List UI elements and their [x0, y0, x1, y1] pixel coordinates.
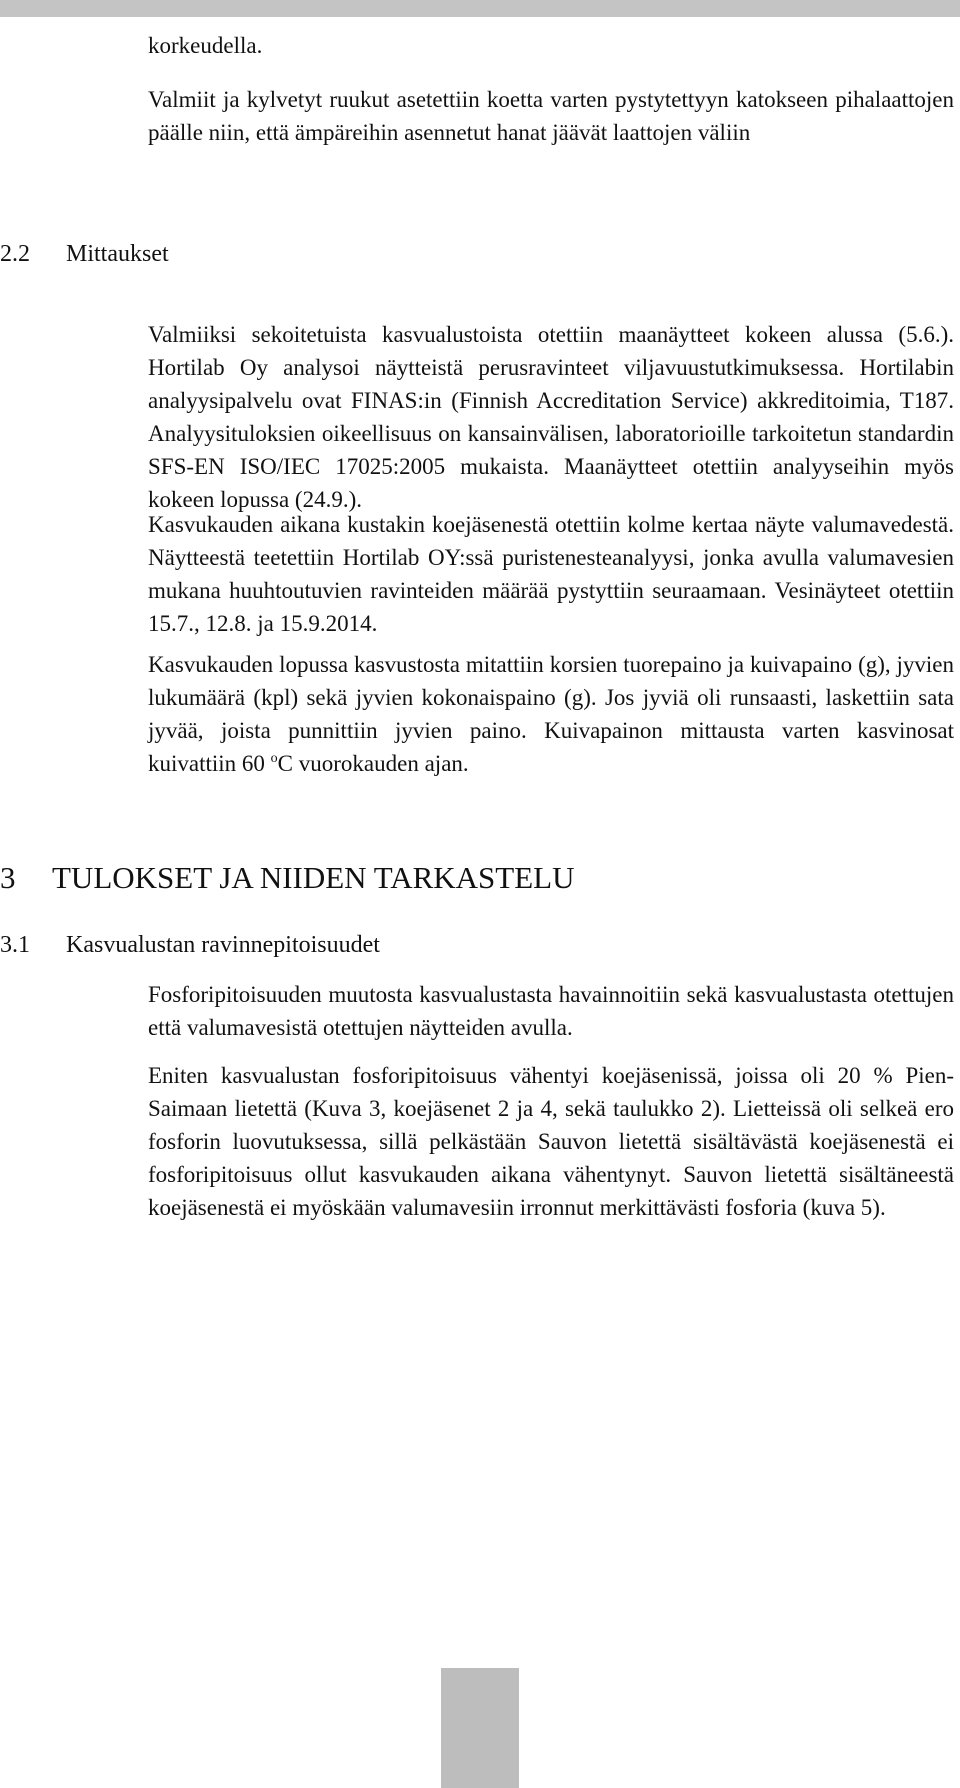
intro-paragraph: Valmiit ja kylvetyt ruukut asetettiin koetta varten pystytettyyn katokseen pihalaattojen päälle niin, että ämpäreihin asennetut hanat jäävät laattojen väliin [148, 87, 954, 145]
section-title: Mittaukset [66, 241, 169, 267]
intro-line: korkeudella. [148, 33, 263, 58]
section-heading-3-1 [0, 929, 380, 962]
page-top-band [0, 0, 960, 17]
chapter-number: 3 [0, 860, 16, 895]
chapter-heading-3 [0, 858, 575, 898]
yield-text-end: C vuorokauden ajan. [277, 751, 469, 776]
measurements-paragraph-water: Kasvukauden aikana kustakin koejäsenestä otettiin kolme kertaa näyte valumavedestä. Näytteestä teetettiin Hortilab OY:ssä puristenesteanalyysi, jonka avulla valumavesien mukana huuhtoutuvien ravinteiden määrää pystyttiin seuraamaan. Vesinäyteet otettiin 15.7., 12.8. ja 15.9.2014. [148, 512, 954, 636]
section-title: Kasvualustan ravinnepitoisuudet [66, 932, 380, 958]
section-number: 2.2 [0, 241, 30, 267]
measurements-paragraph-yield [148, 648, 954, 780]
chapter-title: TULOKSET JA NIIDEN TARKASTELU [52, 860, 575, 895]
page-footer-block [441, 1668, 519, 1788]
results-paragraph-phosphorus: Eniten kasvualustan fosforipitoisuus vähentyi koejäsenissä, joissa oli 20 % Pien-Saimaan lietettä (Kuva 3, koejäsenet 2 ja 4, sekä taulukko 2). Lietteissä oli selkeä ero fosforin luovutuksessa, sillä pelkästään Sauvon lietettä sisältävästä koejäsenestä ei fosforipitoisuus ollut kasvukauden aikana vähentynyt. Sauvon lietettä sisältäneestä koejäsenestä ei myöskään valumavesiin irronnut merkittävästi fosforia (kuva 5). [148, 1063, 954, 1220]
yield-text-start: Kasvukauden lopussa kasvustosta mitattiin korsien tuorepaino ja kuivapaino (g), jyvien lukumäärä (kpl) sekä jyvien kokonaispaino (g). Jos jyviä oli runsaasti, laskettiin sata jyvää, joista punnittiin jyvien paino. Kuivapainon mittausta varten kasvinosat kuivattiin 60 [148, 652, 954, 776]
section-heading-2-2 [0, 238, 169, 271]
section-number: 3.1 [0, 932, 30, 958]
degree-superscript: o [270, 751, 278, 766]
results-paragraph-intro: Fosforipitoisuuden muutosta kasvualustasta havainnoitiin sekä kasvualustasta otettujen että valumavesistä otettujen näytteiden avulla. [148, 982, 954, 1040]
measurements-paragraph-soil: Valmiiksi sekoitetuista kasvualustoista otettiin maanäytteet kokeen alussa (5.6.). Hortilab Oy analysoi näytteistä perusravinteet viljavuustutkimuksessa. Hortilabin analyysipalvelu ovat FINAS:in (Finnish Accreditation Service) akkreditoimia, T187. Analyysituloksien oikeellisuus on kansainvälisen, laboratorioille tarkoitetun standardin SFS-EN ISO/IEC 17025:2005 mukaista. Maanäytteet otettiin analyyseihin myös kokeen lopussa (24.9.). [148, 322, 954, 512]
